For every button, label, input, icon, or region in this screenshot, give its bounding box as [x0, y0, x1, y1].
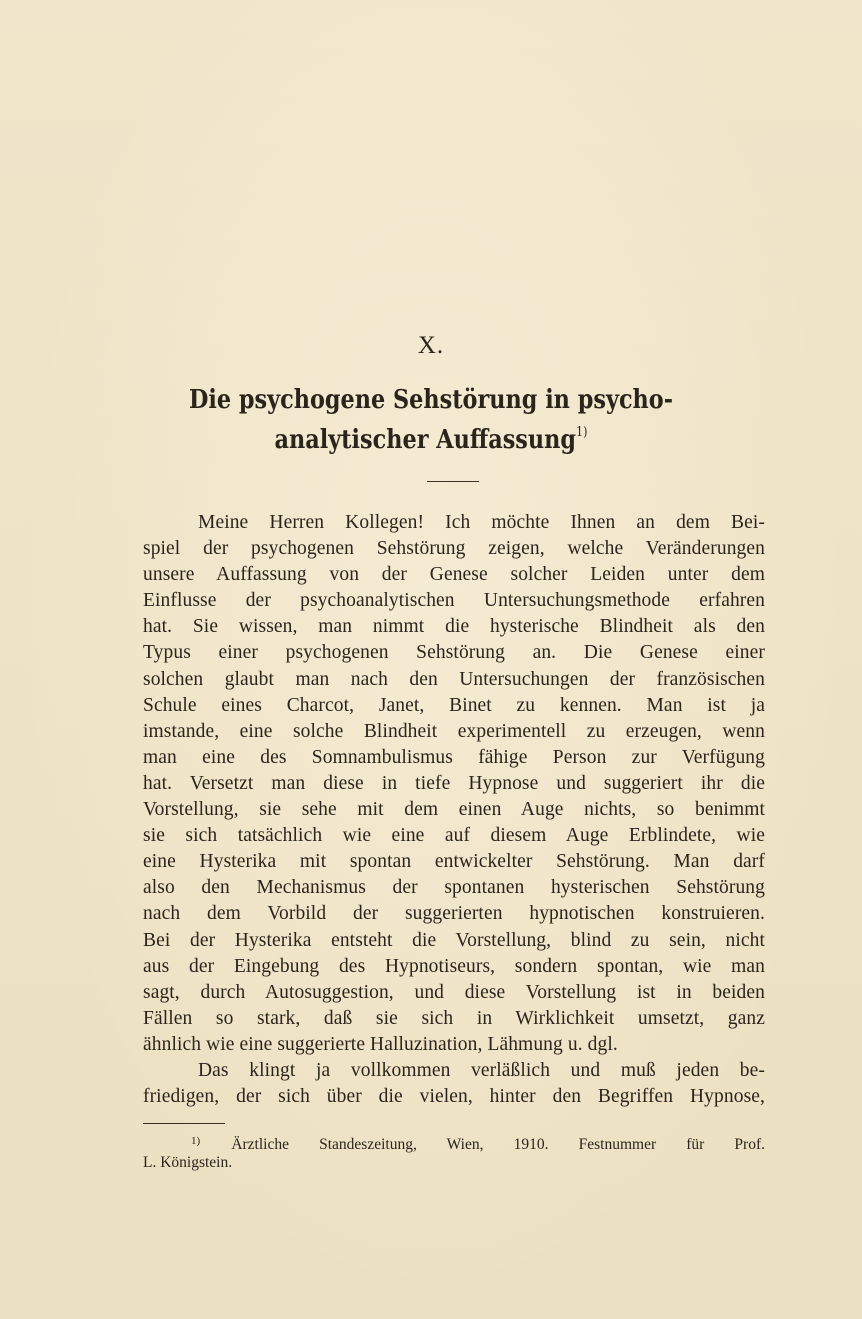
- body-line: hat. Sie wissen, man nimmt die hysterische Blindheit als den: [143, 616, 765, 638]
- body-line: aus der Eingebung des Hypnotiseurs, sondern spontan, wie man: [143, 955, 765, 977]
- body-line: Fällen so stark, daß sie sich in Wirklichkeit umsetzt, ganz: [143, 1007, 765, 1029]
- footnote: [143, 1130, 765, 1174]
- body-line: also den Mechanismus der spontanen hysterischen Sehstörung: [143, 877, 765, 899]
- title-line-2-wrap: [164, 420, 699, 460]
- body-line: Schule eines Charcot, Janet, Binet zu kennen. Man ist ja: [143, 694, 765, 716]
- body-line: sagt, durch Autosuggestion, und diese Vorstellung ist in beiden: [143, 981, 765, 1003]
- body-line: man eine des Somnambulismus fähige Person zur Verfügung: [143, 746, 765, 768]
- body-line: Das klingt ja vollkommen verläßlich und muß jeden be-: [198, 1059, 765, 1081]
- body-line: imstande, eine solche Blindheit experimentell zu erzeugen, wenn: [143, 720, 765, 742]
- body-line: Bei der Hysterika entsteht die Vorstellung, blind zu sein, nicht: [143, 929, 765, 951]
- chapter-title: [164, 380, 699, 460]
- chapter-number: X.: [417, 332, 445, 359]
- footnote-text-1: Ärztliche Standeszeitung, Wien, 1910. Festnummer für Prof.: [231, 1136, 766, 1153]
- body-line: unsere Auffassung von der Genese solcher Leiden unter dem: [143, 564, 765, 586]
- body-line: friedigen, der sich über die vielen, hinter den Begriffen Hypnose,: [143, 1086, 765, 1108]
- body-line: ähnlich wie eine suggerierte Halluzination, Lähmung u. dgl.: [143, 1033, 618, 1055]
- footnote-line-1: [143, 1130, 765, 1152]
- body-line: nach dem Vorbild der suggerierten hypnotischen konstruieren.: [143, 903, 765, 925]
- title-line-1: Die psychogene Sehstörung in psycho-: [188, 385, 674, 415]
- footnote-divider: [143, 1123, 225, 1124]
- body-line: solchen glaubt man nach den Untersuchungen der französischen: [143, 668, 765, 690]
- title-line-2: analytischer Auffassung: [274, 425, 577, 455]
- body-line: spiel der psychogenen Sehstörung zeigen, welche Veränderungen: [143, 538, 765, 560]
- body-line: Meine Herren Kollegen! Ich möchte Ihnen an dem Bei-: [198, 512, 765, 533]
- body-line: Einflusse der psychoanalytischen Untersuchungsmethode erfahren: [143, 590, 765, 612]
- body-line: hat. Versetzt man diese in tiefe Hypnose und suggeriert ihr die: [143, 772, 765, 794]
- body-line: Typus einer psychogenen Sehstörung an. Die Genese einer: [143, 642, 765, 664]
- title-divider: [427, 481, 479, 482]
- title-footnote-mark: 1): [576, 425, 588, 440]
- footnote-line-2: L. Königstein.: [143, 1154, 233, 1171]
- footnote-mark: 1): [191, 1135, 201, 1147]
- body-line: Vorstellung, sie sehe mit dem einen Auge nichts, so benimmt: [143, 799, 765, 821]
- body-line: eine Hysterika mit spontan entwickelter Sehstörung. Man darf: [143, 851, 765, 873]
- body-paragraphs: [143, 510, 765, 1110]
- body-line: sie sich tatsächlich wie eine auf diesem Auge Erblindete, wie: [143, 825, 765, 847]
